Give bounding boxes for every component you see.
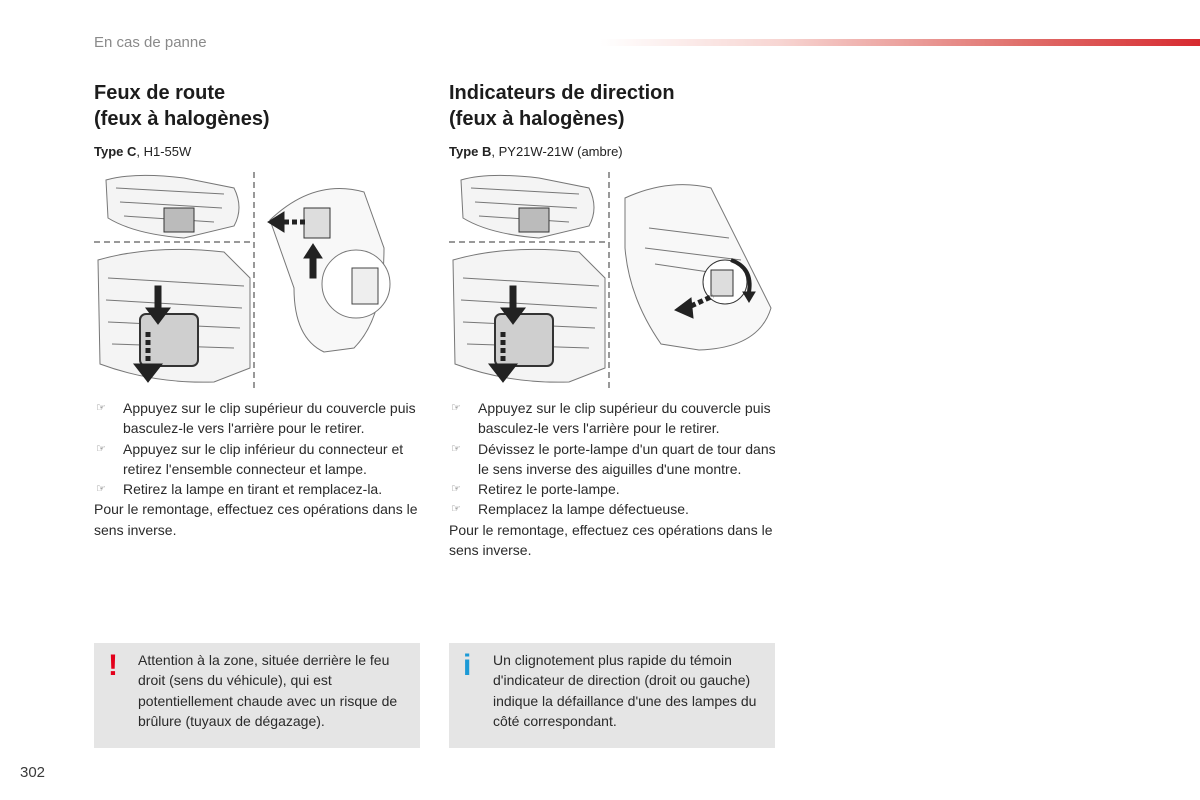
left-title: Feux de route (feux à halogènes)	[94, 82, 270, 130]
info-note-text: Un clignotement plus rapide du témoin d'indicateur de direction (droit ou gauche) indique la défaillance d'une des lampes du côté correspondant.	[493, 652, 757, 729]
pointing-hand-icon: ☞	[96, 402, 106, 414]
right-type-line: Type B, PY21W-21W (ambre)	[449, 144, 623, 159]
left-type-line: Type C, H1-55W	[94, 144, 192, 159]
warning-note-text: Attention à la zone, située derrière le feu droit (sens du véhicule), qui est potentiellement chaude avec un risque de brûlure (tuyaux de dégazage).	[138, 652, 398, 729]
right-closing-text: Pour le remontage, effectuez ces opérations dans le sens inverse.	[449, 521, 773, 559]
pointing-hand-icon: ☞	[96, 483, 106, 496]
list-item: ☞ Remplacez la lampe défectueuse.	[449, 499, 779, 519]
info-icon: i	[463, 649, 472, 682]
pointing-hand-icon: ☞	[451, 483, 461, 496]
left-column	[94, 80, 424, 159]
warning-note	[94, 643, 420, 748]
list-item: ☞ Retirez le porte-lampe.	[449, 479, 779, 499]
pointing-hand-icon: ☞	[451, 402, 461, 414]
high-beam-illustration	[94, 168, 424, 396]
left-closing-text: Pour le remontage, effectuez ces opérations dans le sens inverse.	[94, 501, 418, 538]
list-item: ☞ Retirez la lampe en tirant et remplacez-la.	[94, 479, 424, 499]
list-item: ☞ Appuyez sur le clip supérieur du couvercle puis basculez-le vers l'arrière pour le retirer.	[96, 400, 416, 437]
warning-icon: !	[108, 649, 118, 682]
right-steps	[449, 398, 779, 560]
pointing-hand-icon: ☞	[451, 503, 461, 516]
section-label: En cas de panne	[94, 34, 207, 51]
right-step-list	[449, 398, 779, 520]
page-number: 302	[20, 764, 46, 781]
turn-signal-illustration	[449, 168, 779, 396]
header-accent-bar	[600, 39, 1200, 46]
pointing-hand-icon: ☞	[96, 442, 106, 455]
right-title: Indicateurs de direction (feux à halogènes)	[449, 82, 675, 130]
list-item: ☞ Appuyez sur le clip supérieur du couvercle puis basculez-le vers l'arrière pour le retirer.	[451, 400, 771, 437]
right-column	[449, 80, 779, 159]
list-item: ☞ Dévissez le porte-lampe d'un quart de tour dans le sens inverse des aiguilles d'une montre.	[451, 440, 776, 477]
list-item: ☞ Appuyez sur le clip inférieur du connecteur et retirez l'ensemble connecteur et lampe.	[96, 440, 404, 477]
left-step-list	[94, 398, 424, 499]
info-note	[449, 643, 775, 748]
left-steps	[94, 398, 424, 540]
pointing-hand-icon: ☞	[451, 442, 461, 455]
